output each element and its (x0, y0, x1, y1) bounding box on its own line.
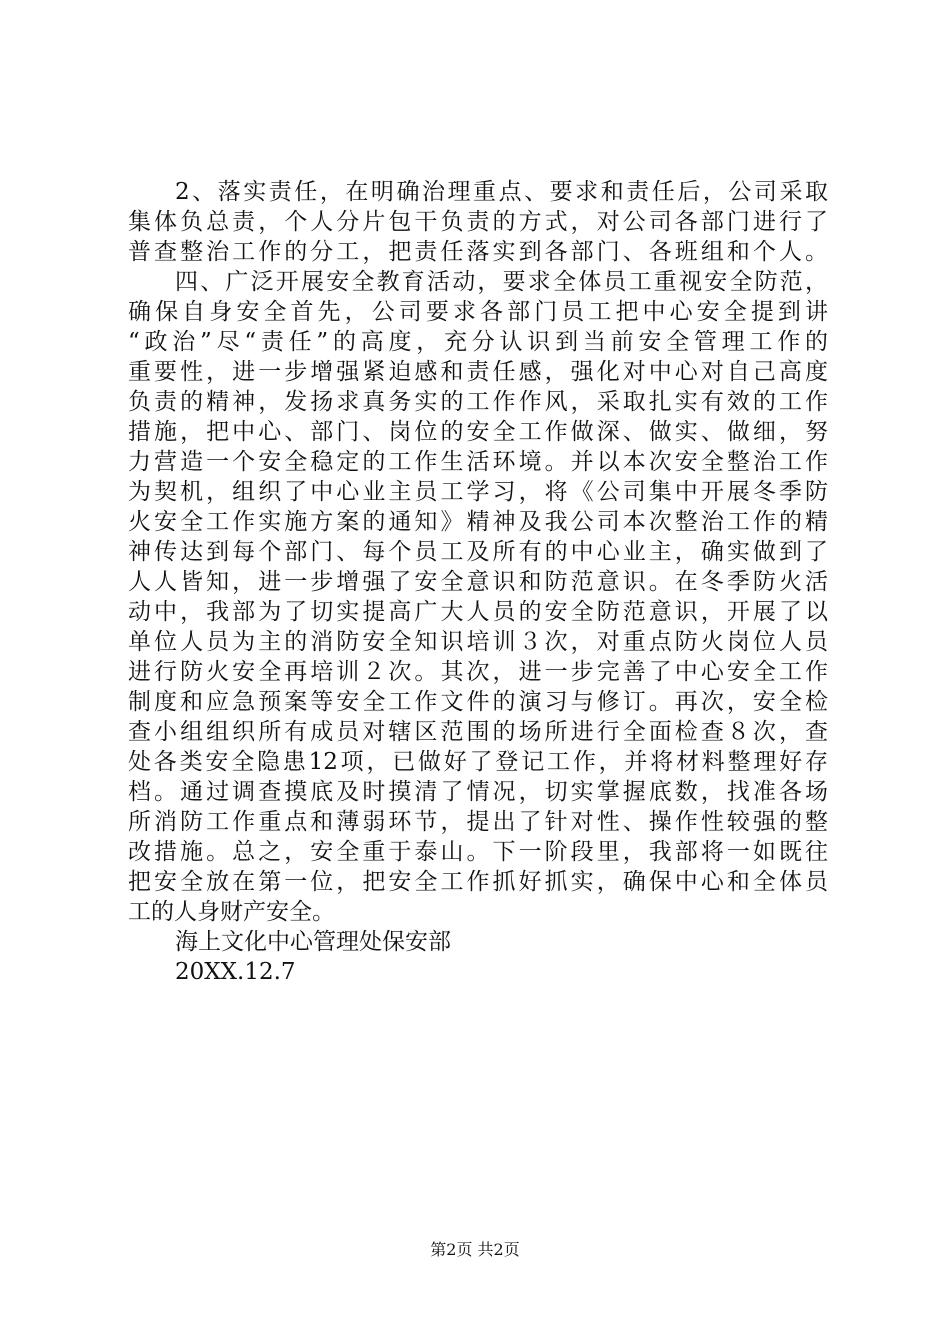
paragraph-line: 负责的精神，发扬求真务实的工作作风，采取扎实有效的工作 (128, 389, 828, 415)
paragraph-line: 确保自身安全首先，公司要求各部门员工把中心安全提到讲 (128, 299, 828, 325)
paragraph-line: 动中，我部为了切实提高广大人员的安全防范意识，开展了以 (128, 599, 828, 625)
paragraph-line: 所消防工作重点和薄弱环节，提出了针对性、操作性较强的整 (128, 809, 828, 835)
paragraph-line: 四、广泛开展安全教育活动，要求全体员工重视安全防范， (175, 269, 828, 295)
paragraph-line: 为契机，组织了中心业主员工学习，将《公司集中开展冬季防 (128, 479, 828, 505)
paragraph-line: 普查整治工作的分工，把责任落实到各部门、各班组和个人。 (128, 239, 828, 265)
paragraph-line: 把安全放在第一位，把安全工作抓好抓实，确保中心和全体员 (128, 869, 828, 895)
paragraph-line: 进行防火安全再培训２次。其次，进一步完善了中心安全工作 (128, 659, 828, 685)
signature-organization: 海上文化中心管理处保安部 (175, 929, 451, 955)
paragraph-line: 人人皆知，进一步增强了安全意识和防范意识。在冬季防火活 (128, 569, 828, 595)
paragraph-line: 神传达到每个部门、每个员工及所有的中心业主，确实做到了 (128, 539, 828, 565)
paragraph-line: 2、落实责任，在明确治理重点、要求和责任后，公司采取 (175, 179, 828, 205)
paragraph-line: 改措施。总之，安全重于泰山。下一阶段里，我部将一如既往 (128, 839, 828, 865)
paragraph-line: 查小组组织所有成员对辖区范围的场所进行全面检查８次，查 (128, 719, 828, 745)
paragraph-line: 制度和应急预案等安全工作文件的演习与修订。再次，安全检 (128, 689, 828, 715)
paragraph-line: 重要性，进一步增强紧迫感和责任感，强化对中心对自己高度 (128, 359, 828, 385)
paragraph-line: 档。通过调查摸底及时摸清了情况，切实掌握底数，找准各场 (128, 779, 828, 805)
paragraph-line: 工的人身财产安全。 (128, 899, 335, 925)
paragraph-line: 措施，把中心、部门、岗位的安全工作做深、做实、做细，努 (128, 419, 828, 445)
signature-date: 20XX.12.7 (175, 959, 296, 985)
paragraph-line: “政治”尽“责任”的高度，充分认识到当前安全管理工作的 (128, 329, 828, 355)
paragraph-line: 力营造一个安全稳定的工作生活环境。并以本次安全整治工作 (128, 449, 828, 475)
paragraph-line: 处各类安全隐患12项，已做好了登记工作，并将材料整理好存 (128, 749, 828, 775)
page-footer: 第2页 共2页 (430, 1240, 520, 1259)
paragraph-line: 单位人员为主的消防安全知识培训３次，对重点防火岗位人员 (128, 629, 828, 655)
paragraph-line: 集体负总责，个人分片包干负责的方式，对公司各部门进行了 (128, 209, 828, 235)
paragraph-line: 火安全工作实施方案的通知》精神及我公司本次整治工作的精 (128, 509, 828, 535)
